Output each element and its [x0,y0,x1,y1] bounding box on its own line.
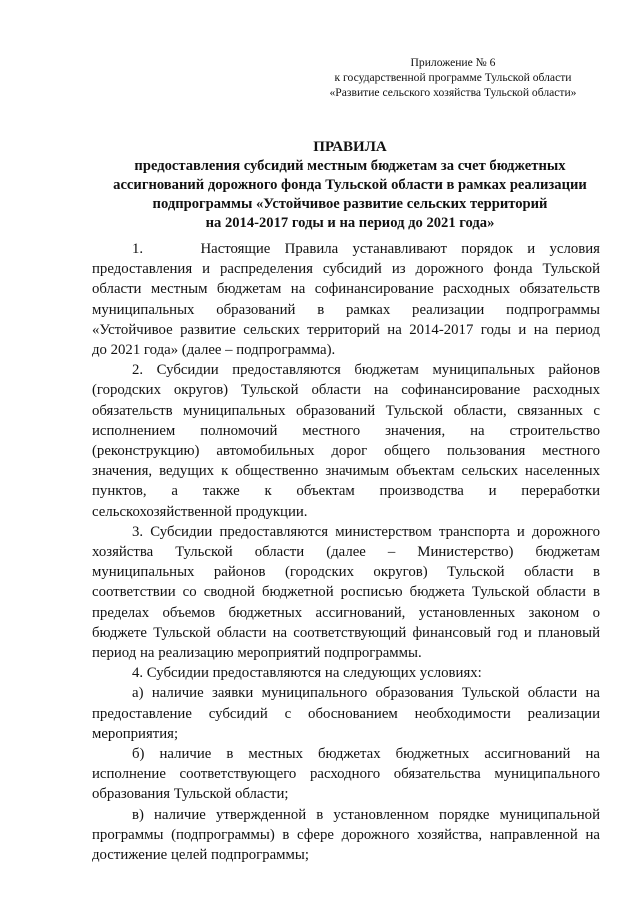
appendix-program: к государственной программе Тульской области [334,71,572,84]
title-main: ПРАВИЛА [313,139,387,155]
paragraph-line: значения, ведущих к общественно значимым объектам сельских населенных [92,463,600,480]
paragraph [92,805,600,866]
document-title [92,138,608,233]
title-line: предоставления субсидий местным бюджетам за счет бюджетных [134,158,566,174]
title-line: на 2014-2017 годы и на период до 2021 года» [205,215,495,231]
paragraph-line: «Устойчивое развитие сельских территорий на 2014-2017 годы и на период [92,321,600,338]
paragraph-line: соответствии со сводной бюджетной росписью бюджета Тульской области в [92,584,600,601]
paragraph [92,522,600,663]
paragraph [92,683,600,744]
paragraph-line: мероприятия; [92,725,179,742]
paragraph-line: достижение целей подпрограммы; [92,847,309,864]
paragraph-line: (городских округов) Тульской области на софинансирование расходных [92,382,600,399]
paragraph [92,360,600,522]
paragraph-line: исполнение соответствующего расходного обязательства муниципального [92,766,600,783]
paragraph [92,239,600,360]
paragraph-line: обязательств муниципальных образований Тульской области, связанных с [92,402,600,419]
appendix-number: Приложение № 6 [410,56,496,69]
paragraph [92,663,600,683]
paragraph-line: области местным бюджетам на софинансирование расходных обязательств [92,281,600,298]
paragraph-line: период на реализацию мероприятий подпрограммы. [92,645,422,662]
paragraph-line: в) наличие утвержденной в установленном порядке муниципальной [132,806,600,823]
document-body [92,239,600,865]
appendix-program-name: «Развитие сельского хозяйства Тульской области» [329,86,577,99]
paragraph-line: 1. Настоящие Правила устанавливают порядок и условия [132,241,600,257]
paragraph-line: программы (подпрограммы) в сфере дорожного хозяйства, направленной на [92,826,600,843]
paragraph-line: 2. Субсидии предоставляются бюджетам муниципальных районов [132,362,600,379]
paragraph-line: муниципальных районов (городских округов) Тульской области в [92,564,600,581]
paragraph [92,744,600,805]
paragraph-line: пределах объемов бюджетных ассигнований, установленных законом о [92,604,600,621]
paragraph-line: хозяйства Тульской области (далее – Министерство) бюджетам [92,544,600,561]
paragraph-line: сельскохозяйственной продукции. [92,503,308,520]
paragraph-line: до 2021 года» (далее – подпрограмма). [92,342,336,359]
title-line: ассигнований дорожного фонда Тульской области в рамках реализации [113,177,587,193]
paragraph-line: образования Тульской области; [92,786,289,803]
paragraph-line: пунктов, а также к объектам производства и переработки [92,483,600,500]
paragraph-line: исполнением полномочий местного значения, на строительство [92,422,600,439]
paragraph-line: предоставление субсидий с обоснованием необходимости реализации [92,705,600,722]
paragraph-line: бюджете Тульской области на соответствующий финансовый год и плановый [92,624,600,641]
paragraph-line: 4. Субсидии предоставляются на следующих условиях: [132,665,482,682]
paragraph-line: 3. Субсидии предоставляются министерством транспорта и дорожного [132,523,600,540]
paragraph-line: а) наличие заявки муниципального образования Тульской области на [132,685,600,702]
appendix-header [318,55,588,100]
paragraph-line: б) наличие в местных бюджетах бюджетных ассигнований на [132,746,600,763]
paragraph-line: муниципальных образований в рамках реализации подпрограммы [92,301,600,318]
paragraph-line: (реконструкцию) автомобильных дорог общего пользования местного [92,443,600,460]
paragraph-line: предоставления и распределения субсидий из дорожного фонда Тульской [92,261,600,278]
title-line: подпрограммы «Устойчивое развитие сельских территорий [152,196,548,212]
